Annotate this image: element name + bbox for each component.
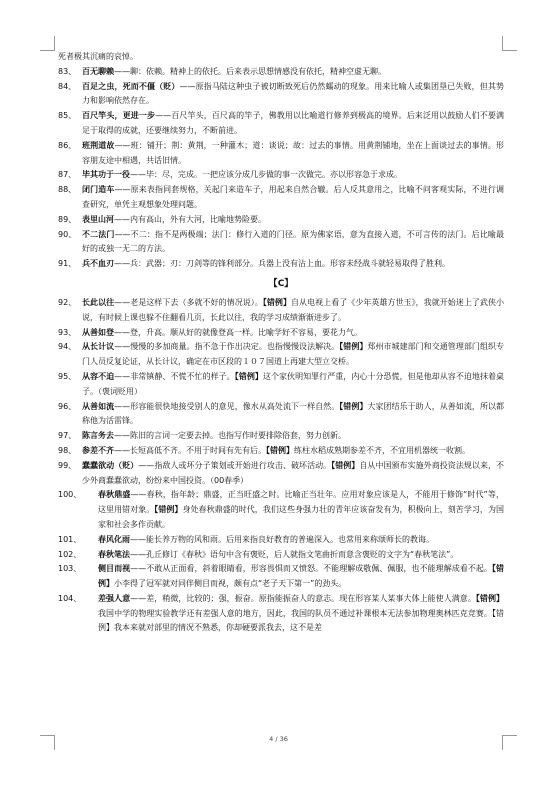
entry-number: 88、 bbox=[58, 185, 77, 195]
document-body bbox=[58, 50, 504, 636]
idiom-entry bbox=[58, 400, 504, 430]
idiom-entry bbox=[58, 183, 504, 213]
entry-number: 97、 bbox=[58, 431, 77, 441]
example-text: 练柱水稻成熟期参差不齐，不宜用机器统一收割。 bbox=[294, 445, 470, 455]
idiom-entry bbox=[58, 548, 504, 563]
idiom-definition: ——指敌人或坏分子策划或开始进行攻击、破坏活动。 bbox=[138, 460, 332, 470]
entry-number: 90、 bbox=[58, 229, 77, 239]
idiom-entry bbox=[58, 444, 504, 459]
idiom-entry bbox=[58, 429, 504, 444]
example-label: 【错例】 bbox=[331, 460, 360, 470]
idiom-definition: ——聊：依赖。精神上的依托。后来表示思想情感没有依托，精神空虚无聊。 bbox=[114, 66, 386, 76]
entry-text bbox=[82, 183, 504, 213]
entry-text bbox=[82, 168, 504, 183]
entry-number: 99、 bbox=[58, 460, 77, 470]
example-label: 【错例】 bbox=[98, 564, 505, 589]
idiom-term: 百尺竿头，更进一步 bbox=[82, 111, 156, 121]
idiom-term: 差强人意 bbox=[98, 593, 131, 603]
entry-number: 95、 bbox=[58, 371, 77, 381]
example-label: 【错例】 bbox=[266, 445, 294, 455]
idiom-entry bbox=[58, 459, 504, 489]
idiom-definition: ——陈旧的言词一定要去掉。也指写作时要排除俗套，努力创新。 bbox=[114, 431, 346, 441]
entry-text bbox=[98, 533, 504, 548]
idiom-entry bbox=[58, 65, 504, 80]
entry-text bbox=[98, 562, 504, 592]
idiom-definition: ——原来表指同套规格，关起门来造车子，用起来自然合辙。后人反其意用之，比喻不问客观实际，不进行调查研究，单凭主观想象处理问题。 bbox=[82, 185, 504, 209]
section-letter: C bbox=[277, 278, 285, 289]
idiom-definition: ——不二：指不是两极端；法门：修行入道的门径。原为佛家语，意为直接入道，不可言传的法门。后比喻最好的或独一无二的方法。 bbox=[82, 229, 504, 254]
idiom-entry bbox=[58, 533, 504, 548]
entry-number: 84、 bbox=[58, 81, 77, 91]
example-text: 郑州市城建部门和交通管理部门组织专门人员反复论证，从长计议，确定在市区段的１０７国道上再建大型立交桥。 bbox=[82, 342, 505, 367]
idiom-term: 闭门造车 bbox=[82, 185, 115, 195]
entry-number: 92、 bbox=[58, 297, 77, 307]
entry-number: 102、 bbox=[58, 549, 82, 559]
example-label: 【错例】 bbox=[339, 342, 368, 352]
entry-text bbox=[82, 213, 504, 228]
entry-list bbox=[58, 296, 504, 636]
entry-text bbox=[82, 257, 504, 272]
entry-text bbox=[82, 326, 504, 341]
entry-number: 91、 bbox=[58, 259, 77, 269]
entry-number: 85、 bbox=[58, 111, 77, 121]
entry-text bbox=[82, 459, 504, 489]
entry-number: 101、 bbox=[58, 534, 82, 544]
idiom-definition: ——慢慢的多加商量。指不急于作出决定。也指慢慢设法解决。 bbox=[114, 342, 340, 352]
idiom-entry bbox=[58, 592, 504, 636]
idiom-term: 春风化雨 bbox=[98, 534, 130, 544]
entry-number: 89、 bbox=[58, 214, 77, 224]
entry-number: 100、 bbox=[58, 490, 82, 500]
idiom-term: 不二法门 bbox=[82, 229, 115, 239]
entry-text bbox=[82, 400, 504, 430]
idiom-term: 春秋鼎盛 bbox=[98, 490, 131, 500]
entry-text bbox=[82, 429, 504, 444]
example-text: 自从中国颁布实施外商投资法规以来，不少外商蠢蠢欲动，纷纷来中国投资。（00春季） bbox=[82, 460, 505, 485]
example-text: 自从电视上看了《少年英雄方世玉》，我就开始迷上了武侠小说，有时候上课也躲不住翻看几页，长此以往，我的学习成绩渐渐进步了。 bbox=[82, 297, 505, 322]
idiom-term: 从善如登 bbox=[82, 327, 114, 337]
idiom-term: 从善如流 bbox=[82, 401, 115, 411]
idiom-term: 陈言务去 bbox=[82, 431, 114, 441]
example-label: 【错例】 bbox=[234, 371, 263, 381]
entry-number: 93、 bbox=[58, 327, 77, 337]
idiom-definition: ——孔丘修订《春秋》语句中含有褒贬，后人就指文笔曲折而意含褒贬的文字为“春秋笔法”。 bbox=[130, 549, 459, 559]
entry-text bbox=[82, 139, 504, 169]
example-label: 【错例】 bbox=[262, 297, 292, 307]
idiom-entry bbox=[58, 213, 504, 228]
entry-text bbox=[98, 592, 504, 636]
idiom-definition: ——能长养万物的风和雨。后用来指良好教育的普遍深入。也常用来称颂师长的教诲。 bbox=[130, 534, 434, 544]
idiom-entry bbox=[58, 326, 504, 341]
entry-text bbox=[82, 296, 504, 326]
entry-number: 94、 bbox=[58, 342, 77, 352]
idiom-definition: ——登，升高。顺从好的就像登高一样。比喻学好不容易，要花力气。 bbox=[114, 327, 362, 337]
entry-number: 103、 bbox=[58, 564, 82, 574]
entry-text bbox=[82, 370, 504, 400]
crop-mark bbox=[502, 36, 517, 51]
entry-text bbox=[82, 228, 504, 258]
entry-number: 96、 bbox=[58, 401, 77, 411]
idiom-term: 毕其功于一役 bbox=[82, 170, 130, 180]
idiom-term: 参差不齐 bbox=[82, 445, 114, 455]
entry-number: 83、 bbox=[58, 66, 77, 76]
idiom-entry bbox=[58, 340, 504, 370]
idiom-entry bbox=[58, 257, 504, 272]
entry-text bbox=[82, 80, 504, 110]
example-text: 小李得了冠军就对同伴侧目而视，颇有点“老子天下第一”的劲头。 bbox=[114, 579, 347, 589]
entry-list bbox=[58, 65, 504, 272]
idiom-definition: ——老是这样下去（多就不好的情况说）。 bbox=[114, 297, 263, 307]
entry-text bbox=[82, 340, 504, 370]
entry-number: 104、 bbox=[58, 593, 82, 603]
idiom-entry bbox=[58, 109, 504, 139]
idiom-entry bbox=[58, 370, 504, 400]
crop-mark bbox=[40, 36, 55, 51]
idiom-entry bbox=[58, 139, 504, 169]
entry-text bbox=[98, 548, 504, 563]
idiom-entry bbox=[58, 488, 504, 532]
idiom-definition: ——春秋，指年龄；鼎盛，正当旺盛之时。比喻正当壮年。应用对象应该是人，不能用于修饰“时代”等，这里用错对象。 bbox=[98, 490, 504, 515]
idiom-term: 百足之虫，死而不僵（贬） bbox=[82, 81, 180, 91]
idiom-definition: ——百尺竿头，百尺高的竿子，佛教用以比喻道行修养到极高的境界。后来泛用以鼓励人们不要满足于取得的成就，还要继续努力，不断前进。 bbox=[82, 111, 505, 135]
idiom-term: 兵不血刃 bbox=[82, 259, 114, 269]
example-text: 我国中学的物理实验教学还有差强人意的地方，因此，我国的队员不通过补课根本无法参加物理奥林匹克竞赛。【错例】我本来就对部里的情况不熟悉，你却硬要派我去，这不是差 bbox=[98, 608, 504, 633]
entry-text bbox=[82, 109, 504, 139]
entry-text bbox=[98, 488, 504, 532]
idiom-term: 表里山河 bbox=[82, 214, 114, 224]
entry-text bbox=[82, 444, 504, 459]
entry-number: 87、 bbox=[58, 170, 77, 180]
idiom-definition: ——形容能很快地接受别人的意见，像水从高处流下一样自然。 bbox=[114, 401, 340, 411]
page-number: 4 / 36 bbox=[269, 735, 288, 743]
idiom-entry bbox=[58, 562, 504, 592]
idiom-definition: ——差，稍微，比较的；强，振奋。原指能振奋人的意志。现在形容某人某事大体上能使人满意。 bbox=[130, 593, 476, 603]
idiom-term: 班荆道故 bbox=[82, 140, 115, 150]
continuation-text: 死者极其沉痛的哀悼。 bbox=[58, 52, 138, 61]
idiom-term: 春秋笔法 bbox=[98, 549, 130, 559]
example-label: 【错例】 bbox=[339, 401, 368, 411]
example-text: 大家团结乐于助人，从善如流，所以都称他为活雷锋。 bbox=[82, 401, 505, 426]
idiom-term: 百无聊赖 bbox=[82, 66, 114, 76]
idiom-definition: ——毕：尽，完成。一把应该分成几步做的事一次做完。亦以形容急于求成。 bbox=[130, 170, 402, 180]
idiom-definition: ——不敢从正面看，斜着眼睛看，形容畏惧而又愤怒。不能理解成敬佩、佩服，也不能理解成看不起。 bbox=[130, 564, 492, 574]
idiom-definition: ——内有高山，外有大河，比喻地势险要。 bbox=[114, 214, 266, 224]
idiom-definition: ——非常镇静、不慌不忙的样子。 bbox=[114, 371, 235, 381]
idiom-definition: ——长短高低不齐。不用于时间有先有后。 bbox=[114, 445, 266, 455]
entry-number: 86、 bbox=[58, 140, 77, 150]
idiom-definition: ——原指马陆这种虫子被切断致死后仍然蠕动的现象。用来比喻人或集团垦已失败，但其势力和影响依然存在。 bbox=[82, 81, 505, 106]
idiom-entry bbox=[58, 168, 504, 183]
idiom-term: 从长计议 bbox=[82, 342, 115, 352]
entry-number: 98、 bbox=[58, 445, 77, 455]
idiom-entry bbox=[58, 80, 504, 110]
idiom-term: 侧目而视 bbox=[98, 564, 131, 574]
example-label: 【错例】 bbox=[475, 593, 505, 603]
idiom-term: 长此以往 bbox=[82, 297, 115, 307]
idiom-entry bbox=[58, 296, 504, 326]
entry-text bbox=[82, 65, 504, 80]
example-text: 身处春秋鼎盛的时代，我们这些身强力壮的青年应该奋发有为，积极向上，刻苦学习，为国家和社会多作贡献。 bbox=[98, 505, 505, 529]
idiom-term: 从容不迫 bbox=[82, 371, 115, 381]
idiom-term: 蠢蠢欲动（贬） bbox=[82, 460, 139, 470]
idiom-definition: ——兵：武器；刃：刀剑等的锋利部分。兵器上没有沾上血。形容未经战斗就轻易取得了胜利。 bbox=[114, 259, 450, 269]
example-text: 这个家伙明知罪行严重，内心十分恐慌，但是他却从容不迫地抹着桌子。（褒词贬用） bbox=[82, 371, 505, 396]
section-heading: 【C】 bbox=[268, 278, 294, 289]
example-label: 【错例】 bbox=[154, 505, 183, 515]
idiom-entry bbox=[58, 228, 504, 258]
idiom-definition: ——班：铺开；荆：黄荆，一种灌木；道：谈说；故：过去的事情。用黄荆铺地，坐在上面谈过去的事情。形容朋友途中相遇，共话旧情。 bbox=[82, 140, 504, 165]
